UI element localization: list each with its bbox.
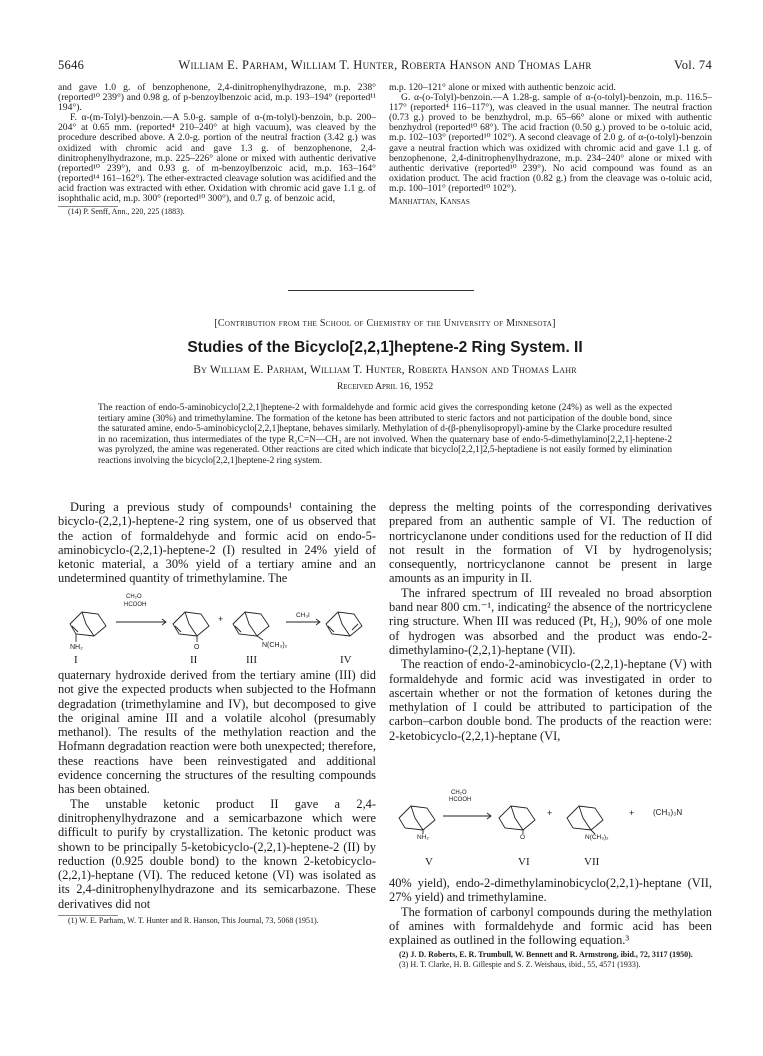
keto-oxygen: O (194, 644, 200, 651)
contribution-line: [Contribution from the School of Chemistry of the University of Minnesota] (214, 318, 556, 329)
page-number: 5646 (58, 58, 85, 72)
amino-group: NH₂ (417, 834, 429, 841)
amino-group: NH₂ (70, 644, 83, 651)
structure-VII (567, 806, 603, 834)
trimethylamine-label: (CH₃)₃N (653, 808, 683, 817)
previous-article-left-column (58, 83, 376, 217)
abstract: The reaction of endo-5-aminobicyclo[2,2,1]heptene-2 with formaldehyde and formic acid gives the corresponding ketone (24%) as well as the expected tertiary amine (30%) and trimethylamine. The formation of the ketone has been attributed to steric factors and not participation of the double bond, since the saturated amine, endo-5-aminobicyclo[2,2,1]heptane, behaves similarly. Methylation of d-(β-phenylisopropyl)-amine by the Clarke procedure resulted in no racemization, thus intermediates of the type R₂C=N—CH₃ are not involved. When the quaternary base of endo-5-dimethylamino[2,2,1]-heptene-2 was pyrolyzed, the amine was regenerated. Other reactions are cited which indicate that bicyclo[2,2,1]2,5-heptadiene is not easily formed by elimination reactions involving the bicyclo[2,2,1]heptene-2 ring system. (98, 403, 672, 466)
structure-II (173, 612, 209, 642)
procedure-g-paragraph: G. α-(o-Tolyl)-benzoin.—A 1.28-g. sample of α-(o-tolyl)-benzoin, m.p. 116.5–117° (reported⁴ 116–117°), was cleaved in the usual manner. The neutral fraction (0.73 g.) proved to be benzhydrol, m.p. 65–66° alone or mixed with authentic benzhydrol (reported¹⁰ 68°). The acid fraction (0.50 g.) proved to be o-toluic acid, m.p. 102–103° (reported¹⁰ 102°). A second cleavage of 2.0 g. of α-(o-tolyl)-benzoin gave a neutral fraction which was oxidized with chromic acid and gave 1.1 g. of benzophenone, 2,4-dinitrophenylhydrazone, m.p. 234–240° alone or mixed with authentic derivative (reported¹⁰ 239°). No acid compound was found as an oxidation product. The acid fraction (0.82 g.) from the cleavage was o-toluic acid, m.p. 100–101° (reported¹⁰ 102°). (389, 92, 712, 194)
dimethylamino-group: N(CH₃)₂ (585, 834, 609, 841)
structure-VI (499, 806, 535, 834)
body-paragraph: The unstable ketonic product II gave a 2,4-dinitrophenylhydrazone and a semicarbazone which were difficult to purify by crystallization. The ketonic product was shown to be principally 5-ketobicyclo-(2,2,1)-heptene-2 (II) by reduction (0.925 double bond) to the known 2-ketobicyclo-(2,2,1)-heptane (VI). The reduced ketone (VI) was isolated as its 2,4-dinitrophenylhydrazone and its semicarbazone. These derivatives did not (58, 796, 376, 911)
plus-sign: + (218, 614, 224, 624)
footnotes-right (389, 950, 712, 969)
structure-I (70, 612, 106, 642)
reaction-scheme-2 (389, 790, 712, 848)
compound-label-III: III (246, 654, 257, 666)
compound-label-VI: VI (518, 856, 530, 868)
reagent-formic-acid: HCOOH (449, 797, 472, 803)
reaction-scheme-1 (58, 594, 376, 664)
structure-V (399, 806, 435, 834)
body-paragraph: depress the melting points of the corresponding derivatives prepared from an authentic sample of VI. The reduction of nortricyclanone under conditions used for the reduction of II did not result in the formation of VI by hydrogenolysis; consequently, nortricyclanone cannot be present in large amounts as an impurity in II. (389, 500, 712, 586)
compound-label-VII: VII (584, 856, 600, 868)
footnote-3: (3) H. T. Clarke, H. B. Gillespie and S. Z. Weishaus, ibid., 55, 4571 (1933). (399, 959, 641, 969)
body-paragraph: quaternary hydroxide derived from the tertiary amine (III) did not give the expected products when subjected to the Hofmann degradation (trimethylamine and IV), but decomposed to give the original amine III and a volatile alcohol (presumably methanol). The results of the methylation reaction and the Hofmann degradation reaction were both unexpected; therefore, these reactions have been reinvestigated and additional evidence concerning the structures of the resulting compounds has been obtained. (58, 668, 376, 797)
plus-sign: + (629, 808, 635, 818)
body-paragraph: The infrared spectrum of III revealed no broad absorption band near 800 cm.⁻¹, indicating² the absence of the nortricyclene ring structure. When III was reduced (Pt, H₂), 90% of one mole of hydrogen was absorbed and the product was endo-2-dimethylamino-(2,2,1)-heptane (VII). (389, 585, 712, 657)
volume-label: Vol. 74 (674, 58, 712, 72)
body-right-lower (389, 876, 712, 969)
reagent-formaldehyde: CH₂O (126, 594, 142, 600)
compound-label-IV: IV (340, 654, 352, 666)
article-title: Studies of the Bicyclo[2,2,1]heptene-2 Ring System. II (187, 339, 583, 356)
plus-sign: + (547, 808, 553, 818)
structure-IV (326, 612, 362, 636)
running-header (58, 58, 712, 74)
running-title: William E. Parham, William T. Hunter, Roberta Hanson and Thomas Lahr (178, 58, 592, 72)
reagent-formaldehyde: CH₂O (451, 790, 467, 796)
reagent-formic-acid: HCOOH (124, 602, 147, 608)
article-separator-rule (288, 290, 474, 291)
body-left-paragraph-1 (58, 500, 376, 586)
footnote-2: (2) J. D. Roberts, E. R. Trumbull, W. Bennett and R. Armstrong, ibid., 72, 3117 (1950). (399, 950, 693, 960)
footnote-14: (14) P. Senff, Ann., 220, 225 (1883). (68, 207, 185, 217)
body-paragraph: The reaction of endo-2-aminobicyclo-(2,2,1)-heptane (V) with formaldehyde and formic acid was investigated in order to ascertain whether or not the formation of ketones during the methylation of I could be attributed to participation of the carbon–carbon double bond. The products of the reaction were: 2-ketobicyclo-(2,2,1)-heptane (VI, (389, 657, 712, 743)
author-line: By William E. Parham, William T. Hunter, Roberta Hanson and Thomas Lahr (193, 364, 577, 376)
continuation-paragraph: m.p. 120–121° alone or mixed with authentic benzoic acid. (389, 82, 616, 93)
reagent-methyl-iodide: CH₃I (296, 612, 310, 619)
previous-article-right-column (389, 83, 712, 207)
compound-label-V: V (425, 856, 433, 868)
body-right-paragraphs (389, 500, 712, 743)
scheme-1-drawing (58, 594, 376, 646)
received-date: Received April 16, 1952 (336, 381, 434, 392)
compound-label-I: I (74, 654, 78, 666)
body-left-paragraphs (58, 668, 376, 925)
procedure-f-paragraph: F. α-(m-Tolyl)-benzoin.—A 5.0-g. sample of α-(m-tolyl)-benzoin, b.p. 200–204° at 0.65 mm. (reported⁴ 210–240° at high vacuum), was cleaved by the procedure described above. A 2.0-g. portion of the neutral fraction (3.42 g.) was oxidized with chromic acid and gave 1.3 g. of benzophenone, 2,4-dinitrophenylhydrazone, m.p. 225–226° alone or mixed with authentic derivative (reported¹⁰ 239°), and 0.93 g. of m-benzoylbenzoic acid, m.p. 163–164° (reported¹⁴ 161–162°). The ether-extracted cleavage solution was acidified and the acid fraction was extracted with ether. Oxidation with chromic acid gave 1.1 g. of isophthalic acid, m.p. 300° (reported¹⁰ 300°), and 0.7 g. of benzoic acid, (58, 112, 376, 205)
dimethylamino-group: N(CH₃)₂ (262, 642, 288, 649)
keto-oxygen: O (520, 834, 526, 841)
continuation-paragraph: and gave 1.0 g. of benzophenone, 2,4-dinitrophenylhydrazone, m.p. 238° (reported¹⁰ 239°) and 0.98 g. of p-benzoylbenzoic acid, m.p. 193–194° (reported¹¹ 194°). (58, 82, 376, 114)
body-paragraph: The formation of carbonyl compounds during the methylation of amines with formaldehyde and formic acid has been explained as outlined in the following equation.³ (389, 904, 712, 948)
structure-III (233, 612, 269, 640)
body-paragraph: During a previous study of compounds¹ containing the bicyclo-(2,2,1)-heptene-2 ring system, one of us observed that the action of formaldehyde and formic acid on endo-5-aminobicyclo-(2,2,1)-heptene-2 (I) resulted in 24% yield of ketonic material, a 30% yield of a tertiary amine and an undetermined quantity of trimethylamine. The (58, 500, 376, 586)
compound-label-II: II (190, 654, 198, 666)
footnote-1: (1) W. E. Parham, W. T. Hunter and R. Hanson, This Journal, 73, 5068 (1951). (68, 916, 319, 926)
location-line: Manhattan, Kansas (389, 196, 470, 208)
body-paragraph: 40% yield), endo-2-dimethylaminobicyclo(2,2,1)-heptane (VII, 27% yield) and trimethylamine. (389, 876, 712, 905)
